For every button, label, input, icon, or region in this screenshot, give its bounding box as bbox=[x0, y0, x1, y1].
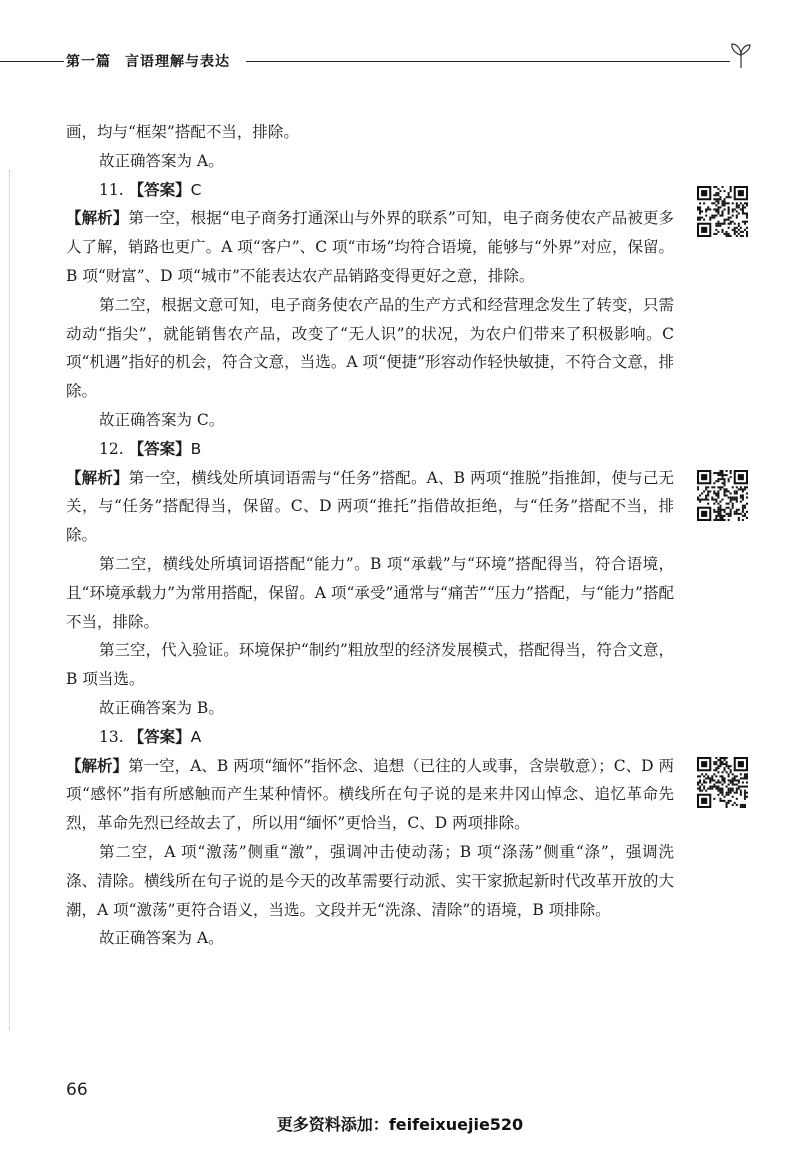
body-paragraph: 画，均与“框架”搭配不当，排除。 bbox=[66, 123, 299, 141]
analysis-paragraph bbox=[66, 464, 674, 550]
sprout-icon bbox=[728, 40, 754, 70]
question-number: 11. bbox=[99, 180, 124, 199]
analysis-label: 【解析】 bbox=[66, 467, 129, 487]
analysis-text: 第一空，A、B 两项“缅怀”指怀念、追想（已往的人或事，含崇敬意）；C、D 两项“感怀”指有所感触而产生某种情怀。横线所在句子说的是来井冈山悼念、追忆革命先烈，革命先烈已经故去了，所以用“缅怀”更恰当，C、D 两项排除。 bbox=[66, 756, 674, 833]
answer-line bbox=[66, 176, 674, 205]
page-header bbox=[0, 50, 800, 70]
body-paragraph: 第三空，代入验证。环境保护“制约”粗放型的经济发展模式，搭配得当，符合文意，B 项当选。 bbox=[66, 641, 674, 689]
answer-line bbox=[66, 723, 674, 752]
analysis-paragraph bbox=[66, 204, 674, 290]
body-paragraph: 第二空，根据文意可知，电子商务使农产品的生产方式和经营理念发生了转变，只需动动“指尖”，就能销售农产品，改变了“无人识”的状况，为农户们带来了积极影响。C 项“机遇”指好的机会，符合文意，当选。A 项“便捷”形容动作轻快敏捷，不符合文意，排除。 bbox=[66, 295, 674, 401]
body-paragraph: 第二空，横线处所填词语搭配“能力”。B 项“承载”与“环境”搭配得当，符合语境，且“环境承载力”为常用搭配，保留。A 项“承受”通常与“痛苦”“压力”搭配，与“能力”搭配不当，排除。 bbox=[66, 554, 674, 631]
analysis-text: 第一空，根据“电子商务打通深山与外界的联系”可知，电子商务使农产品被更多人了解，销路也更广。A 项“客户”、C 项“市场”均符合语境，能够与“外界”对应，保留。B 项“财富”、D 项“城市”不能表达农产品销路变得更好之意，排除。 bbox=[66, 209, 674, 285]
analysis-label: 【解析】 bbox=[66, 208, 129, 228]
answer-value: A bbox=[190, 727, 202, 746]
answer-label: 【答案】 bbox=[128, 726, 191, 746]
header-text bbox=[66, 51, 230, 71]
answer-value: B bbox=[190, 439, 202, 458]
analysis-paragraph bbox=[66, 752, 674, 838]
page-number: 66 bbox=[66, 1080, 88, 1100]
analysis-text: 第一空，横线处所填词语需与“任务”搭配。A、B 两项“推脱”指推卸，使与己无关，与“任务”搭配得当，保留。C、D 两项“推托”指借故拒绝，与“任务”搭配不当，排除。 bbox=[66, 468, 674, 545]
body-paragraph: 故正确答案为 A。 bbox=[99, 151, 224, 170]
body-paragraph: 故正确答案为 C。 bbox=[99, 410, 225, 429]
chapter-title: 言语理解与表达 bbox=[125, 54, 230, 70]
answer-label: 【答案】 bbox=[128, 179, 191, 199]
footer-note bbox=[0, 1112, 800, 1135]
footer-handle: feifeixuejie520 bbox=[388, 1115, 524, 1134]
page-body bbox=[66, 118, 674, 953]
answer-value: C bbox=[190, 180, 202, 199]
answer-label: 【答案】 bbox=[128, 438, 191, 458]
footer-prefix: 更多资料添加： bbox=[276, 1115, 389, 1134]
header-rule-right bbox=[246, 61, 730, 62]
body-paragraph: 第二空，A 项“激荡”侧重“激”，强调冲击使动荡；B 项“涤荡”侧重“涤”，强调洗涤、清除。横线所在句子说的是今天的改革需要行动派、实干家掀起新时代改革开放的大潮，A 项“激荡”更符合语义，当选。文段并无“洗涤、清除”的语境，B 项排除。 bbox=[66, 842, 674, 919]
binding-margin-dots bbox=[9, 170, 12, 1030]
question-number: 13. bbox=[99, 727, 124, 746]
qr-code-icon[interactable] bbox=[697, 757, 748, 808]
body-paragraph: 故正确答案为 A。 bbox=[99, 929, 224, 948]
answer-line bbox=[66, 435, 674, 464]
body-paragraph: 故正确答案为 B。 bbox=[99, 698, 224, 717]
qr-code-icon[interactable] bbox=[697, 470, 748, 521]
question-number: 12. bbox=[99, 439, 124, 458]
qr-code-icon[interactable] bbox=[697, 186, 748, 237]
header-rule-left bbox=[0, 61, 64, 62]
chapter-label: 第一篇 bbox=[66, 54, 111, 70]
analysis-label: 【解析】 bbox=[66, 755, 129, 775]
